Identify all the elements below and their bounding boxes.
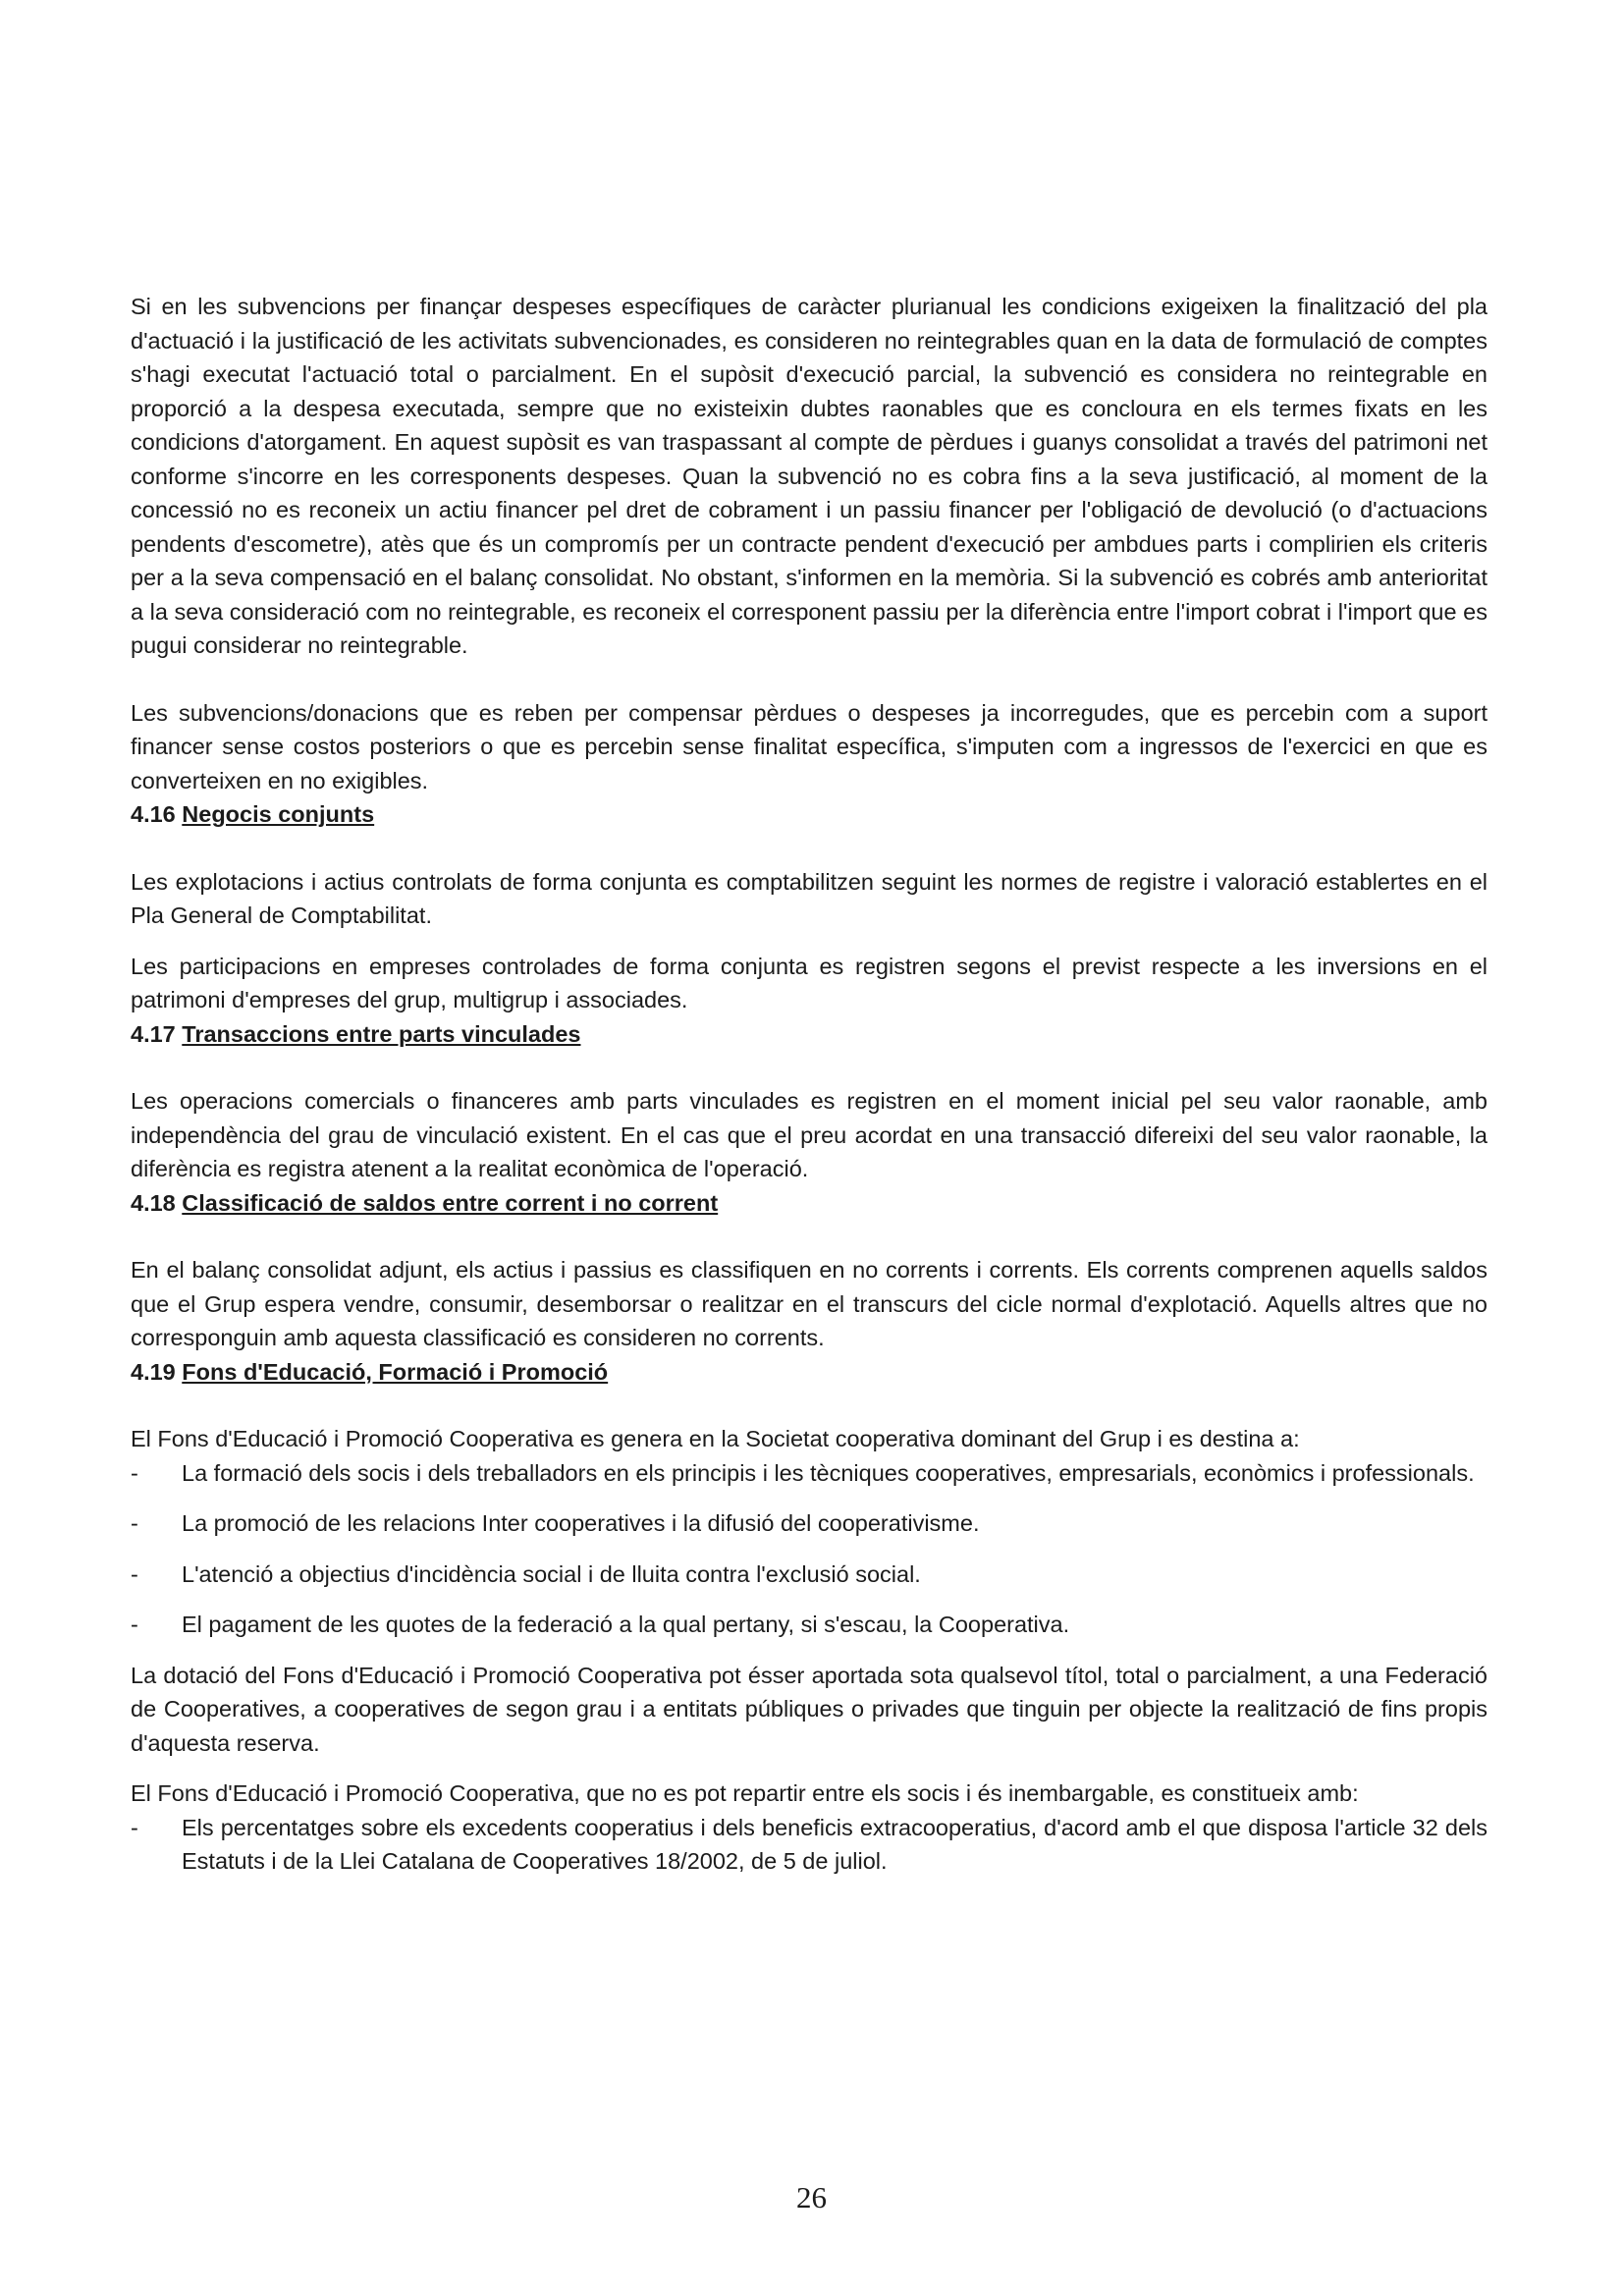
dash-bullet: - <box>131 1510 138 1536</box>
list-item-text: La formació dels socis i dels treballadors en els principis i les tècniques cooperatives, empresarials, econòmics i professionals. <box>182 1459 1475 1486</box>
list-item-text: Els percentatges sobre els excedents cooperatius i dels beneficis extracooperatius, d'acord amb el que disposa l'article 32 dels Estatuts i de la Llei Catalana de Cooperatives 18/2002, de 5 de juliol. <box>182 1814 1488 1874</box>
paragraph-negocis-2: Les participacions en empreses controlades de forma conjunta es registren segons el previst respecte a les inversions en el patrimoni d'empreses del grup, multigrup i associades. <box>131 953 1488 1012</box>
paragraph-subvencions-donacions: Les subvencions/donacions que es reben per compensar pèrdues o despeses ja incorregudes, que es percebin com a suport financer sense costos posteriors o que es percebin sense finalitat específica, s'imputen com a ingressos de l'exercici en que es converteixen en no exigibles. <box>131 699 1488 793</box>
list-item <box>131 1811 1488 1879</box>
paragraph-negocis-1: Les explotacions i actius controlats de forma conjunta es comptabilitzen seguint les normes de registre i valoració establertes en el Pla General de Comptabilitat. <box>131 868 1488 928</box>
paragraph-fons-dotacio: La dotació del Fons d'Educació i Promoció Cooperativa pot ésser aportada sota qualsevol títol, total o parcialment, a una Federació de Cooperatives, a cooperatives de segon grau i a entitats públiques o privades que tinguin per objecte la realització de fins propis d'aquesta reserva. <box>131 1662 1488 1756</box>
paragraph-transaccions: Les operacions comercials o financeres amb parts vinculades es registren en el moment inicial pel seu valor raonable, amb independència del grau de vinculació existent. En el cas que el preu acordat en una transacció difereixi del seu valor raonable, la diferència es registra atenent a la realitat econòmica de l'operació. <box>131 1088 1488 1181</box>
section-title: Fons d'Educació, Formació i Promoció <box>182 1358 609 1385</box>
page-number: 26 <box>796 2180 827 2214</box>
section-number: 4.18 <box>131 1189 176 1216</box>
list-item <box>131 1558 1488 1592</box>
section-number: 4.19 <box>131 1358 176 1385</box>
list-item-text: La promoció de les relacions Inter cooperatives i la difusió del cooperativisme. <box>182 1510 980 1536</box>
paragraph-subvencions-plurianual: Si en les subvencions per finançar despeses específiques de caràcter plurianual les condicions exigeixen la finalització del pla d'actuació i la justificació de les activitats subvencionades, es consideren no reintegrables quan en la data de formulació de comptes s'hagi executat l'actuació total o parcialment. En el supòsit d'execució parcial, la subvenció es considera no reintegrable en proporció a la despesa executada, sempre que no existeixin dubtes raonables que es concloura en els termes fixats en les condicions d'atorgament. En aquest supòsit es van traspassant al compte de pèrdues i guanys consolidat a través del patrimoni net conforme s'incorre en les corresponents despeses. Quan la subvenció no es cobra fins a la seva justificació, al moment de la concessió no es reconeix un actiu financer pel dret de cobrament i un passiu financer per l'obligació de devolució (o d'actuacions pendents d'escometre), atès que és un compromís per un contracte pendent d'execució per ambdues parts i complirien els criteris per a la seva compensació en el balanç consolidat. No obstant, s'informen en la memòria. Si la subvenció es cobrés amb anterioritat a la seva consideració com no reintegrable, es reconeix el corresponent passiu per la diferència entre l'import cobrat i l'import que es pugui considerar no reintegrable. <box>131 294 1488 658</box>
dash-bullet: - <box>131 1814 138 1840</box>
section-title: Classificació de saldos entre corrent i no corrent <box>182 1189 719 1216</box>
section-heading-4-19 <box>131 1355 1488 1390</box>
list-item-text: El pagament de les quotes de la federació a la qual pertany, si s'escau, la Cooperativa. <box>182 1612 1070 1637</box>
dash-bullet: - <box>131 1612 138 1637</box>
section-heading-4-18 <box>131 1186 1488 1221</box>
section-title: Transaccions entre parts vinculades <box>182 1020 581 1047</box>
paragraph-fons-intro: El Fons d'Educació i Promoció Cooperativa es genera en la Societat cooperativa dominant del Grup i es destina a: <box>131 1426 1300 1451</box>
list-item <box>131 1506 1488 1541</box>
list-fons-destinacions <box>131 1456 1488 1642</box>
list-item <box>131 1456 1488 1491</box>
section-number: 4.16 <box>131 801 176 827</box>
list-item <box>131 1608 1488 1642</box>
section-title: Negocis conjunts <box>182 801 375 827</box>
section-heading-4-17 <box>131 1017 1488 1052</box>
section-number: 4.17 <box>131 1020 176 1047</box>
dash-bullet: - <box>131 1560 138 1587</box>
paragraph-classificacio: En el balanç consolidat adjunt, els actius i passius es classifiquen en no corrents i corrents. Els corrents comprenen aquells saldos que el Grup espera vendre, consumir, desemborsar o realitzar en el transcurs del cicle normal d'explotació. Aquells altres que no corresponguin amb aquesta classificació es consideren no corrents. <box>131 1257 1488 1350</box>
dash-bullet: - <box>131 1459 138 1486</box>
document-body <box>131 290 1488 1879</box>
paragraph-fons-constitueix: El Fons d'Educació i Promoció Cooperativa, que no es pot repartir entre els socis i és inembargable, es constitueix amb: <box>131 1780 1359 1806</box>
list-fons-constitucio <box>131 1811 1488 1879</box>
list-item-text: L'atenció a objectius d'incidència social i de lluita contra l'exclusió social. <box>182 1560 921 1587</box>
section-heading-4-16 <box>131 797 1488 832</box>
